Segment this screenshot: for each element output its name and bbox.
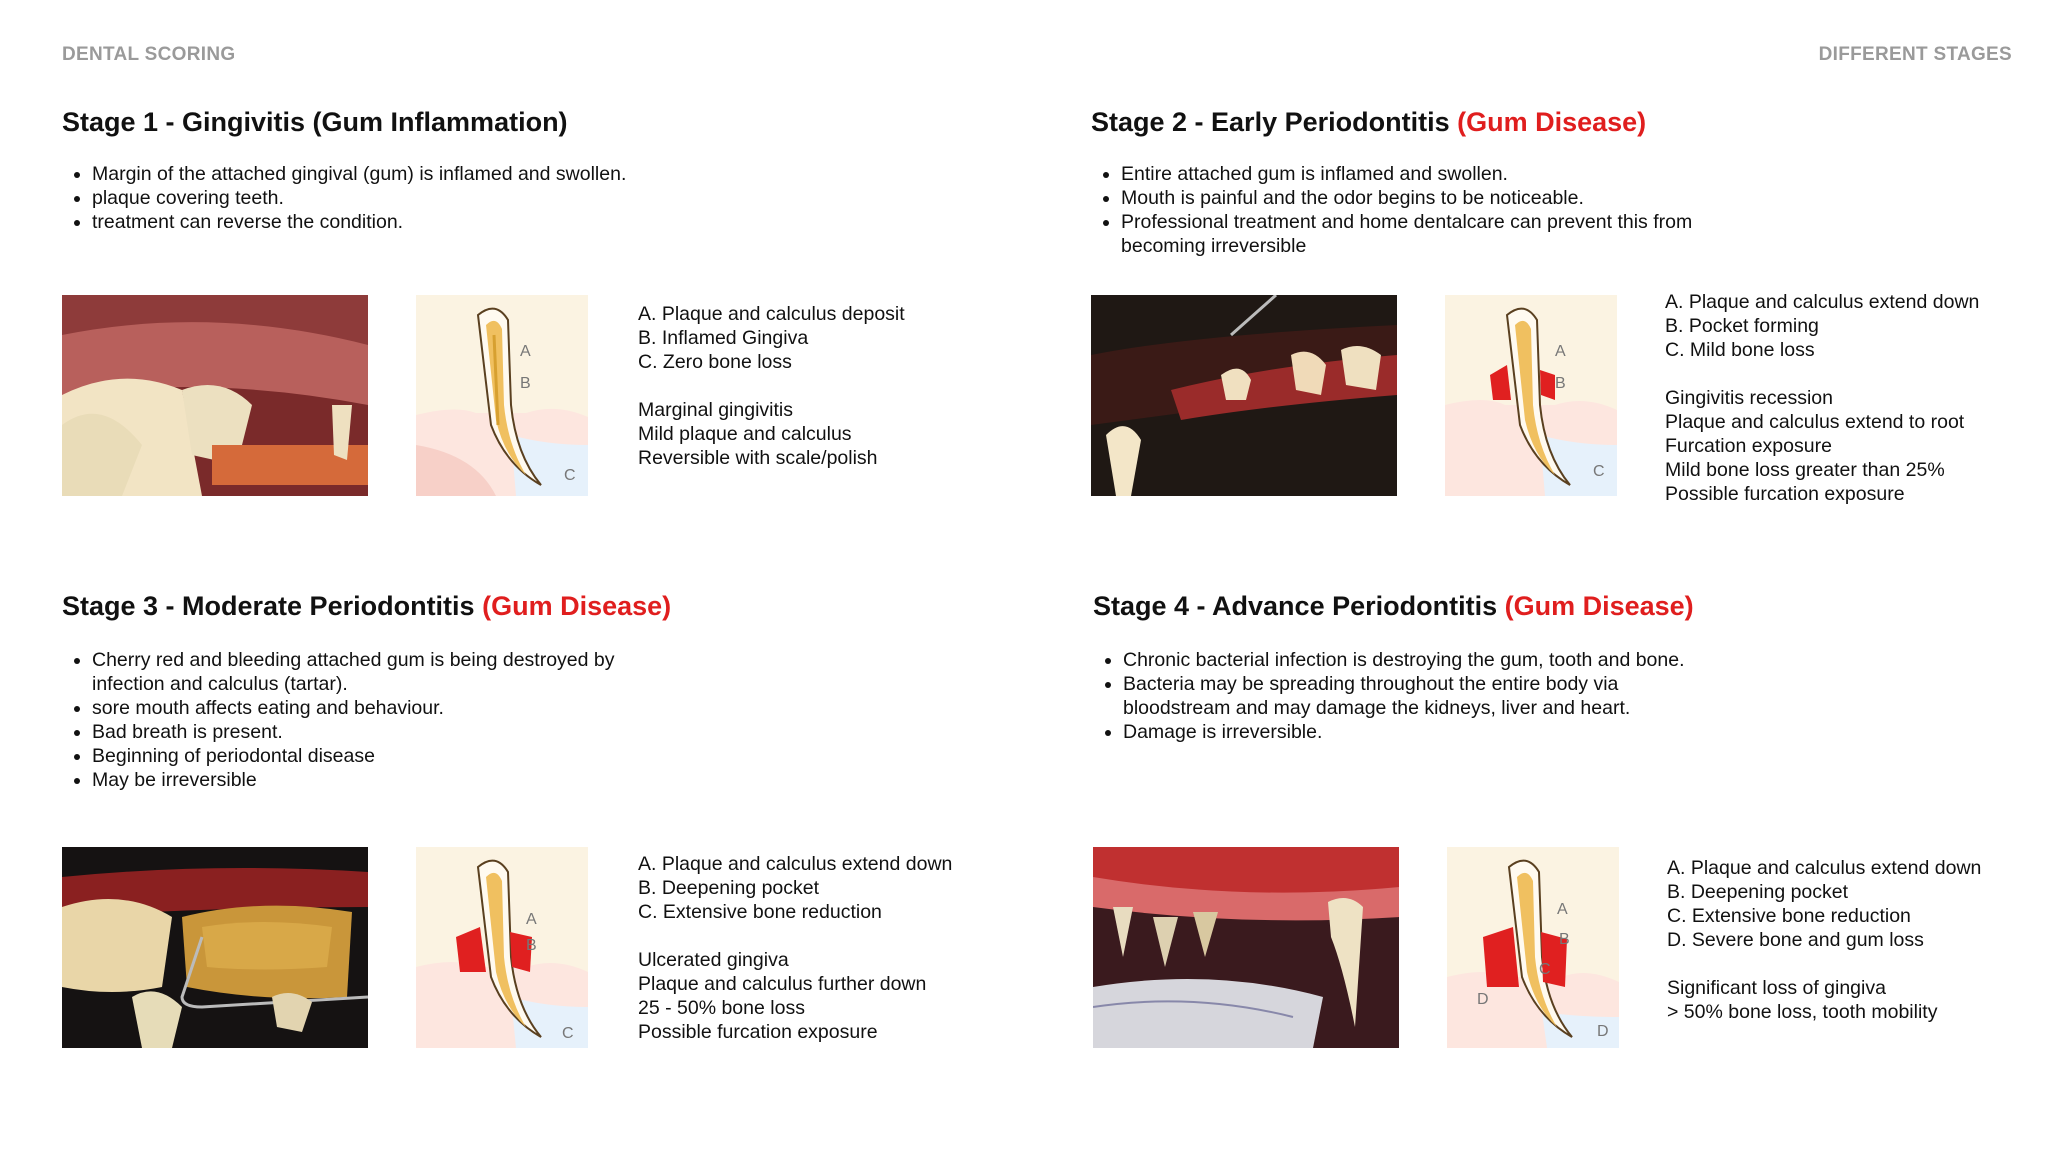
label-line: A. Plaque and calculus deposit [638,303,905,325]
stage-3-diagram [416,847,588,1048]
stage-3-photo [62,847,368,1048]
label-line: B. Deepening pocket [638,877,820,899]
note-line: > 50% bone loss, tooth mobility [1667,1001,1938,1023]
diagram-letter: B [520,375,531,392]
bullet: • May be irreversible [92,768,672,792]
stage-1-title: Stage 1 - Gingivitis (Gum Inflammation) [62,107,568,137]
diagram-letter: A [526,911,537,928]
note-line: Mild bone loss greater than 25% [1665,459,1945,481]
stage-4-notes [1667,856,1981,1024]
note-line: Furcation exposure [1665,435,1832,457]
label-line: A. Plaque and calculus extend down [638,853,953,875]
stage-3-notes [638,852,952,1044]
stage-3-section [62,590,1022,1090]
bullet: • Mouth is painful and the odor begins to be noticeable. [1121,186,1711,210]
note-line: Gingivitis recession [1665,387,1833,409]
bullet: • sore mouth affects eating and behaviour. [92,696,672,720]
label-line: B. Deepening pocket [1667,881,1849,903]
bullet: • plaque covering teeth. [92,186,712,210]
diagram-letter: C [562,1025,574,1042]
diagram-letter: B [526,937,537,954]
stage-1-notes [638,302,905,470]
diagram-letter: D [1597,1023,1609,1040]
diagram-letter: A [1555,343,1566,360]
stage-3-bullets [62,648,672,792]
stage-2-diagram [1445,295,1617,496]
label-line: A. Plaque and calculus extend down [1667,857,1982,879]
stage-2-bullets [1091,162,1711,258]
note-line: 25 - 50% bone loss [638,997,805,1019]
note-line: Plaque and calculus further down [638,973,927,995]
diagram-letter: C [564,467,576,484]
stage-4-photo [1093,847,1399,1048]
stage-1-diagram [416,295,588,496]
stage-4-bullets [1093,648,1703,744]
stage-2-section [1091,106,2048,606]
stage-2-title: Stage 2 - Early Periodontitis (Gum Disease) [1091,107,1647,137]
label-line: C. Extensive bone reduction [638,901,882,923]
label-line: B. Pocket forming [1665,315,1819,337]
note-line: Plaque and calculus extend to root [1665,411,1965,433]
diagram-letter: D [1477,991,1489,1008]
bullet: • Damage is irreversible. [1123,720,1703,744]
stage-1-section [62,106,1022,606]
stage-2-photo [1091,295,1397,496]
label-line: C. Mild bone loss [1665,339,1815,361]
diagram-letter: C [1539,961,1551,978]
bullet: • treatment can reverse the condition. [92,210,712,234]
label-line: A. Plaque and calculus extend down [1665,291,1980,313]
header-right: DIFFERENT STAGES [1818,44,2012,65]
note-line: Significant loss of gingiva [1667,977,1886,999]
bullet: • Cherry red and bleeding attached gum is being destroyed by infection and calculus (tartar). [92,648,672,696]
label-line: B. Inflamed Gingiva [638,327,809,349]
diagram-letter: A [1557,901,1568,918]
note-line: Possible furcation exposure [1665,483,1905,505]
note-line: Mild plaque and calculus [638,423,852,445]
label-line: D. Severe bone and gum loss [1667,929,1924,951]
bullet: • Bad breath is present. [92,720,672,744]
bullet: • Chronic bacterial infection is destroying the gum, tooth and bone. [1123,648,1703,672]
header-left: DENTAL SCORING [62,44,236,65]
note-line: Reversible with scale/polish [638,447,878,469]
stage-3-title: Stage 3 - Moderate Periodontitis (Gum Disease) [62,591,672,621]
stage-4-title: Stage 4 - Advance Periodontitis (Gum Disease) [1093,591,1694,621]
diagram-letter: B [1555,375,1566,392]
label-line: C. Extensive bone reduction [1667,905,1911,927]
bullet: • Beginning of periodontal disease [92,744,672,768]
stage-2-notes [1665,290,1979,506]
note-line: Marginal gingivitis [638,399,793,421]
stage-4-diagram [1447,847,1619,1048]
stage-4-section [1093,590,2048,1090]
bullet: • Entire attached gum is inflamed and swollen. [1121,162,1711,186]
diagram-letter: C [1593,463,1605,480]
note-line: Ulcerated gingiva [638,949,789,971]
label-line: C. Zero bone loss [638,351,792,373]
bullet: • Professional treatment and home dentalcare can prevent this from becoming irreversible [1121,210,1711,258]
bullet: • Bacteria may be spreading throughout the entire body via bloodstream and may damage the kidneys, liver and heart. [1123,672,1703,720]
note-line: Possible furcation exposure [638,1021,878,1043]
stage-1-bullets [62,162,712,234]
diagram-letter: B [1559,931,1570,948]
bullet: • Margin of the attached gingival (gum) is inflamed and swollen. [92,162,712,186]
stage-1-photo [62,295,368,496]
diagram-letter: A [520,343,531,360]
